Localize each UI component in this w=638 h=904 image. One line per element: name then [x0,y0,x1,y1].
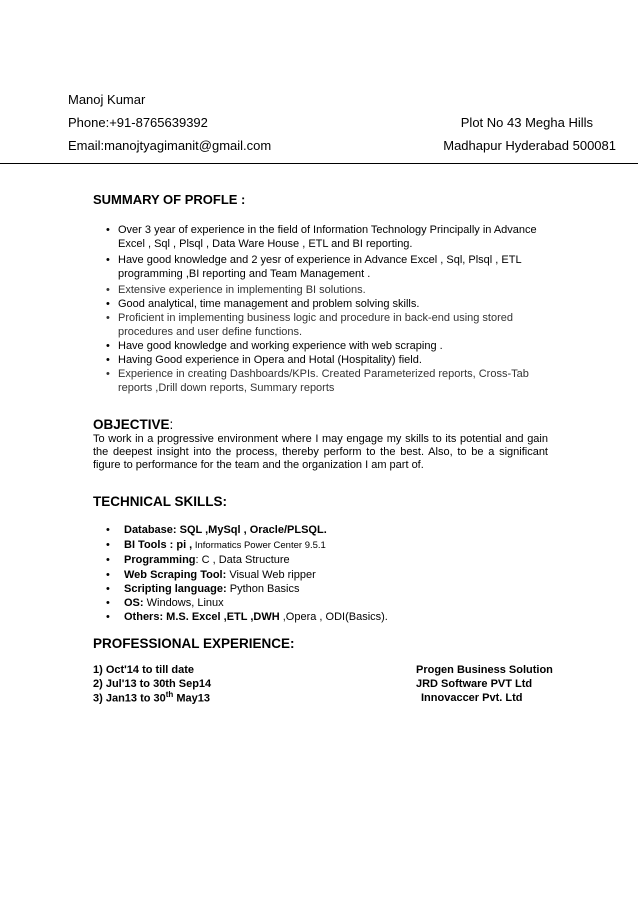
list-item: • Experience in creating Dashboards/KPIs. Created Parameterized reports, Cross-Tab reports ,Drill down reports, Summary reports [118,367,548,395]
skill-web-scraping [124,568,316,582]
skill-label: Scripting language: [124,583,227,595]
summary-title: SUMMARY OF PROFLE : [93,192,246,207]
skill-label: BI Tools : pi , [124,539,193,551]
technical-skills-title [93,494,227,509]
skill-label: Others: M.S. Excel ,ETL ,DWH [124,611,280,623]
period-superscript: th [165,690,174,699]
skill-scripting [124,582,299,596]
list-item: • Have good knowledge and working experience with web scraping . [118,339,548,353]
skill-label: OS: [124,597,144,609]
skill-value: Visual Web ripper [226,569,316,581]
skill-label: Programming [124,554,196,566]
technical-skills-colon: : [222,494,228,509]
objective-title [93,417,173,432]
header-divider [0,163,638,164]
skill-value: Windows, Linux [143,597,224,609]
list-item: • Extensive experience in implementing BI solutions. [118,283,548,297]
skill-label: Database: SQL ,MySql , Oracle/PLSQL. [124,524,327,536]
period-text: 3) Jan13 to 30 [93,692,166,705]
skill-value: Informatics Power Center 9.5.1 [192,540,326,551]
address-line-2: Madhapur Hyderabad 500081 [443,138,616,153]
experience-period: 2) Jul'13 to 30th Sep14 [93,678,212,690]
list-item: • Good analytical, time management and problem solving skills. [118,297,548,311]
skill-bi-tools [124,538,326,553]
skill-programming [124,553,290,567]
experience-company: JRD Software PVT Ltd [416,678,533,690]
experience-company: Innovaccer Pvt. Ltd [421,692,523,704]
skill-value: : C , Data Structure [195,554,290,566]
list-item: • Over 3 year of experience in the field of Information Technology Principally in Advance Excel , Sql , Plsql , Data Ware House , ETL and BI reporting. [118,223,548,251]
list-item: • Having Good experience in Opera and Hotal (Hospitality) field. [118,353,548,367]
skill-os [124,596,224,610]
phone: Phone:+91-8765639392 [68,115,208,130]
skill-others [124,610,388,624]
candidate-name: Manoj Kumar [68,92,146,107]
objective-title-text: OBJECTIVE [93,417,170,432]
address-line-1: Plot No 43 Megha Hills [460,115,593,130]
experience-period [93,690,210,705]
experience-company: Progen Business Solution [416,664,553,676]
period-text-end: May13 [173,692,211,705]
list-item: • Have good knowledge and 2 yesr of experience in Advance Excel , Sql, Plsql , ETL programming ,BI reporting and Team Management . [118,253,548,281]
skill-label: Web Scraping Tool: [124,569,227,581]
skill-value: Python Basics [226,583,300,595]
experience-title: PROFESSIONAL EXPERIENCE: [93,636,295,651]
technical-skills-title-text: TECHNICAL SKILLS [93,494,223,509]
experience-period: 1) Oct'14 to till date [93,664,195,676]
objective-colon: : [169,417,174,432]
skill-database [124,523,327,537]
skill-value: ,Opera , ODI(Basics). [279,611,388,623]
email: Email:manojtyagimanit@gmail.com [68,138,272,153]
objective-text: To work in a progressive environment where I may engage my skills to its potential and gain the deepest insight into the process, thereby perform to the best. Also, to be a significant figure to performance for the team and the organization I am part of. [93,433,548,471]
list-item: • Proficient in implementing business logic and procedure in back-end using stored procedures and user define functions. [118,311,548,339]
